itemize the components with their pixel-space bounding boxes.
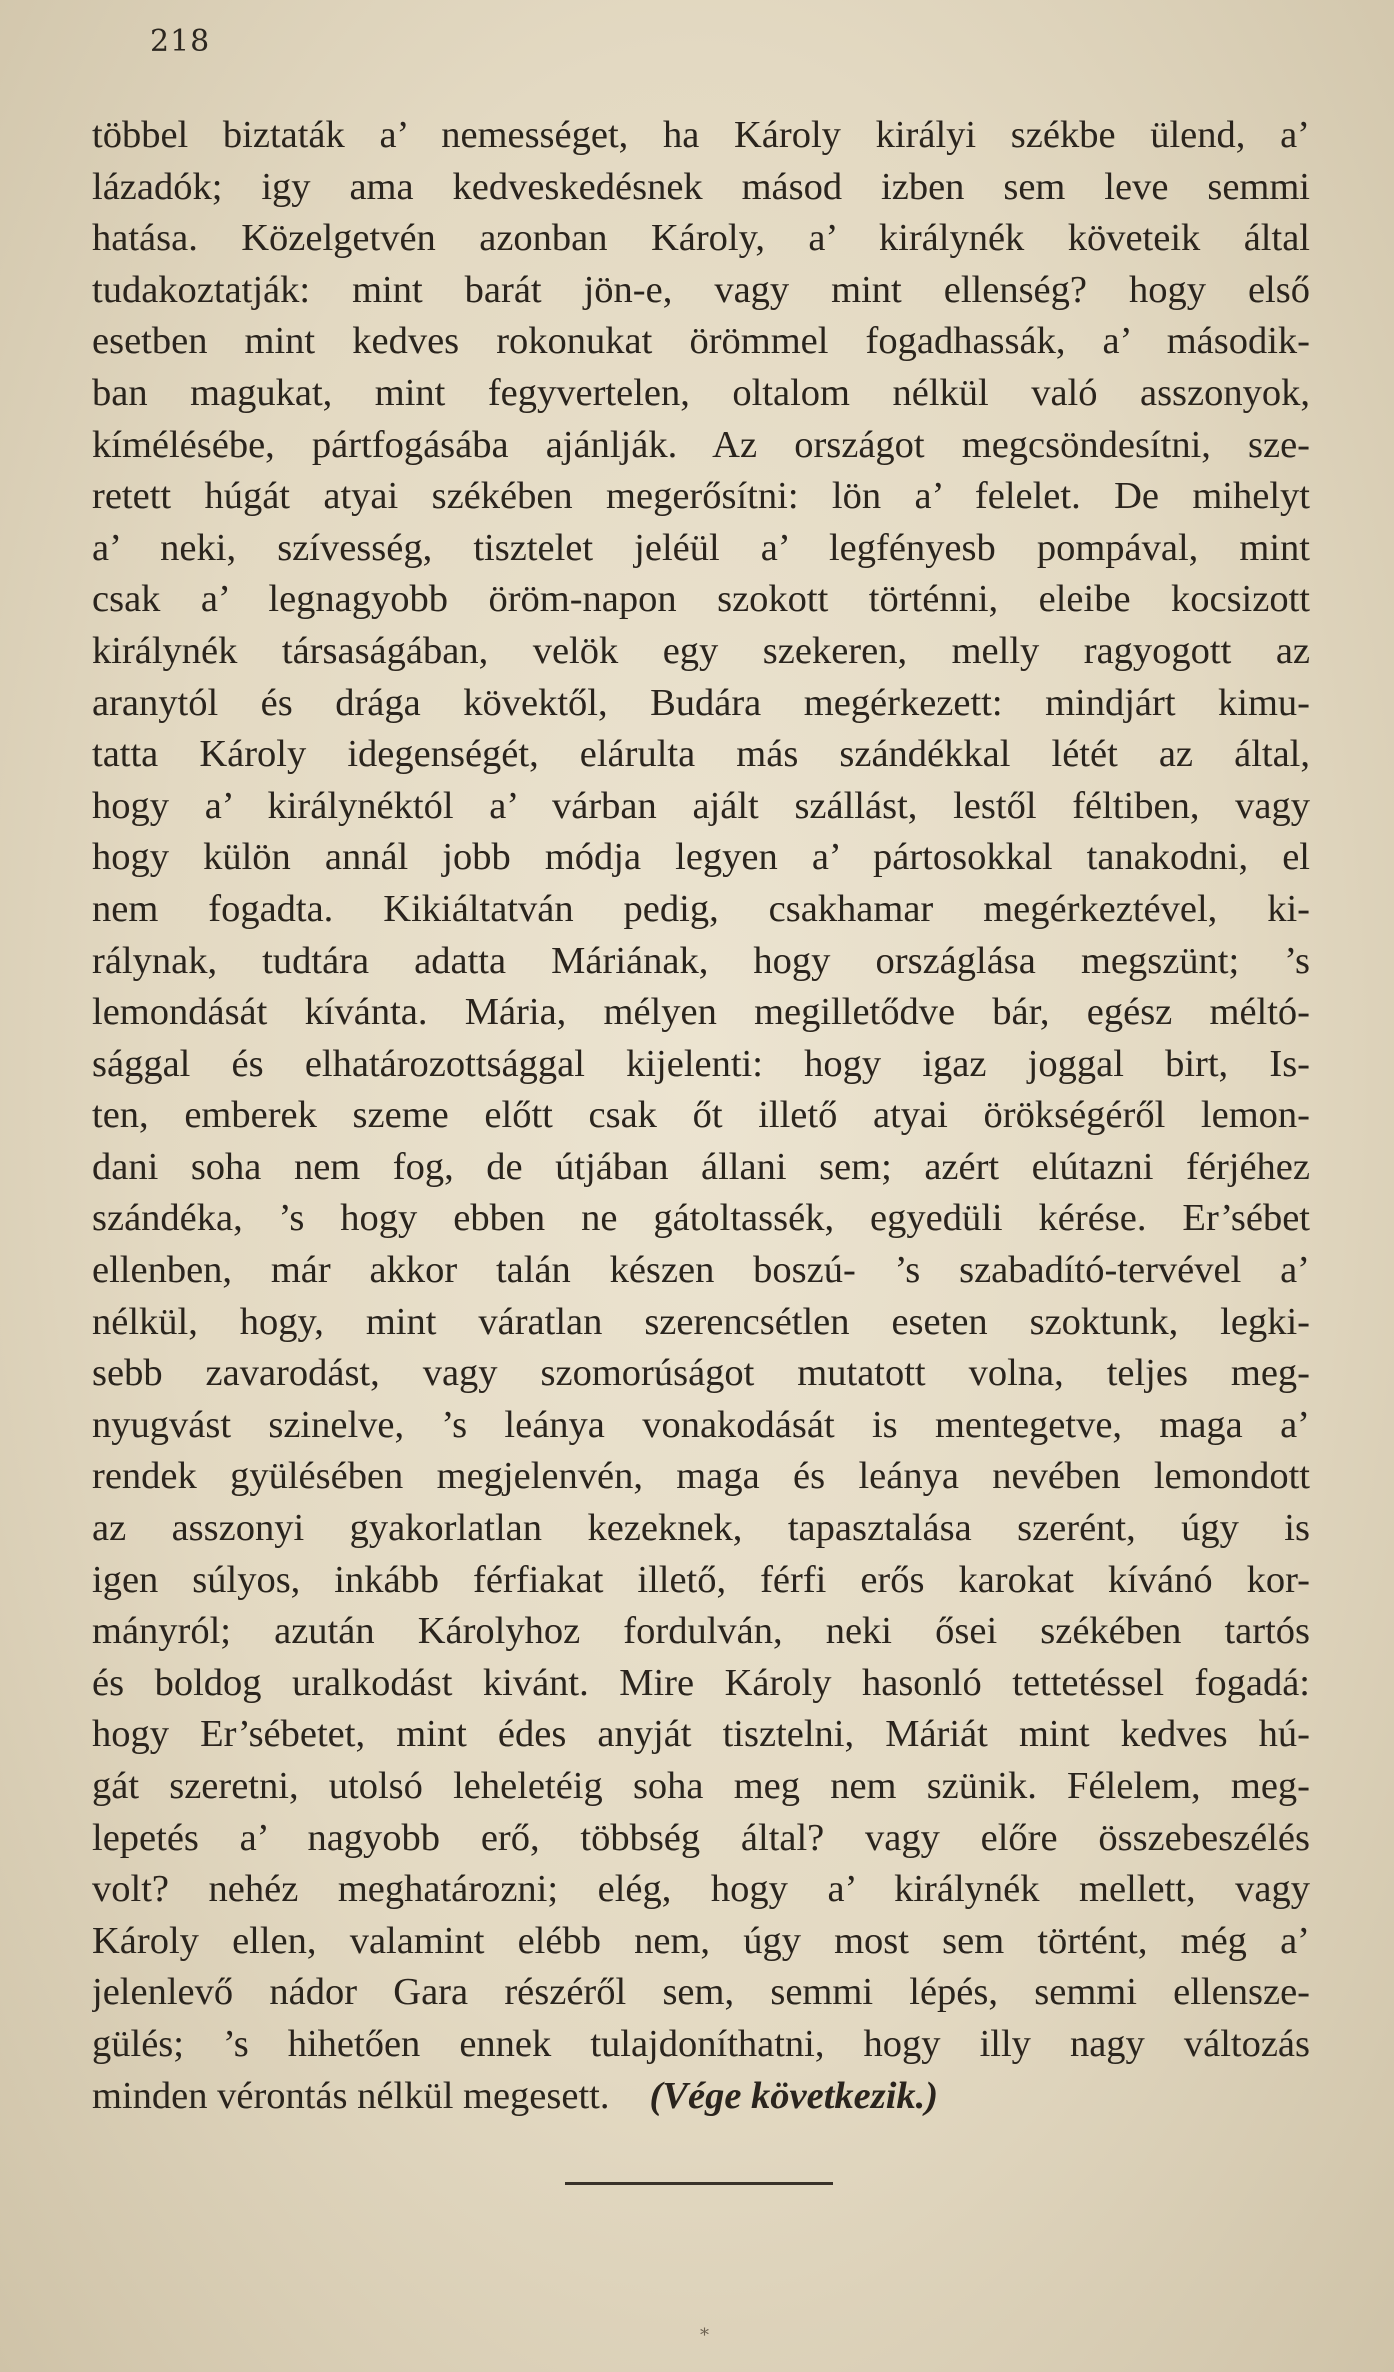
body-text (92, 110, 1310, 2117)
text-line: ellenben, már akkor talán készen boszú- ’s szabadító-tervével a’ (92, 1249, 1310, 1292)
text-line: lemondását kívánta. Mária, mélyen megilletődve bár, egész méltó- (92, 991, 1310, 1034)
final-line-text: minden vérontás nélkül megesett. (92, 2074, 610, 2117)
text-line: sebb zavarodást, vagy szomorúságot mutatott volna, teljes meg- (92, 1352, 1310, 1395)
text-line: tatta Károly idegenségét, elárulta más szándékkal létét az által, (92, 733, 1310, 776)
text-line: gülés; ’s hihetően ennek tulajdoníthatni, hogy illy nagy változás (92, 2022, 1310, 2065)
text-line: lepetés a’ nagyobb erő, többség által? vagy előre összebeszélés (92, 1816, 1310, 1859)
text-line: nem fogadta. Kikiáltatván pedig, csakhamar megérkeztével, ki- (92, 887, 1310, 930)
text-line: királynék társaságában, velök egy szekeren, melly ragyogott az (92, 629, 1310, 672)
text-line: nélkül, hogy, mint váratlan szerencsétlen eseten szoktunk, legki- (92, 1300, 1310, 1343)
text-line: rálynak, tudtára adatta Máriának, hogy országlása megszünt; ’s (92, 939, 1310, 982)
text-line: hogy külön annál jobb módja legyen a’ pártosokkal tanakodni, el (92, 836, 1310, 879)
text-line: gát szeretni, utolsó leheletéig soha meg nem szünik. Félelem, meg- (92, 1765, 1310, 1807)
text-line: kímélésébe, pártfogásába ajánlják. Az országot megcsöndesítni, sze- (92, 423, 1310, 466)
text-line: hogy Er’sébetet, mint édes anyját tisztelni, Máriát mint kedves hú- (92, 1713, 1310, 1756)
text-line: aranytól és drága kövektől, Budára megérkezett: mindjárt kimu- (92, 681, 1310, 724)
text-line: a’ neki, szívesség, tisztelet jeléül a’ legfényesb pompával, mint (92, 526, 1310, 569)
text-line: többel biztaták a’ nemességet, ha Károly királyi székbe ülend, a’ (92, 114, 1310, 156)
text-line: hatása. Közelgetvén azonban Károly, a’ királynék követeik által (92, 217, 1310, 260)
text-line: lázadók; igy ama kedveskedésnek másod izben sem leve semmi (92, 165, 1310, 208)
text-line: esetben mint kedves rokonukat örömmel fogadhassák, a’ második- (92, 320, 1310, 363)
bleed-mark: * (700, 2325, 709, 2346)
text-line: csak a’ legnagyobb öröm-napon szokott történni, eleibe kocsizott (92, 578, 1310, 621)
text-line: sággal és elhatározottsággal kijelenti: hogy igaz joggal birt, Is- (92, 1042, 1310, 1085)
text-line: mányról; azután Károlyhoz fordulván, neki ősei székében tartós (92, 1610, 1310, 1653)
text-line: volt? nehéz meghatározni; elég, hogy a’ királynék mellett, vagy (92, 1868, 1310, 1911)
text-line: és boldog uralkodást kivánt. Mire Károly hasonló tettetéssel fogadá: (92, 1661, 1310, 1704)
page-number: 218 (150, 24, 211, 59)
text-line: rendek gyülésében megjelenvén, maga és leánya nevében lemondott (92, 1455, 1310, 1498)
text-line: tudakoztatják: mint barát jön-e, vagy mint ellenség? hogy első (92, 268, 1310, 311)
text-line: ten, emberek szeme előtt csak őt illető atyai örökségéről lemon- (92, 1094, 1310, 1137)
final-line (92, 2071, 1310, 2123)
text-line: nyugvást szinelve, ’s leánya vonakodását is mentegetve, maga a’ (92, 1403, 1310, 1446)
section-divider (565, 2182, 833, 2185)
text-line: igen súlyos, inkább férfiakat illető, férfi erős karokat kívánó kor- (92, 1558, 1310, 1601)
text-line: dani soha nem fog, de útjában állani sem; azért elútazni férjéhez (92, 1145, 1310, 1188)
text-line: ban magukat, mint fegyvertelen, oltalom nélkül való asszonyok, (92, 371, 1310, 414)
text-line: az asszonyi gyakorlatlan kezeknek, tapasztalása szerént, úgy is (92, 1507, 1310, 1550)
text-line: retett húgát atyai székében megerősítni: lön a’ felelet. De mihelyt (92, 475, 1310, 518)
continued-note: (Vége következik.) (649, 2074, 939, 2117)
text-line: szándéka, ’s hogy ebben ne gátoltassék, egyedüli kérése. Er’sébet (92, 1197, 1310, 1240)
text-line: jelenlevő nádor Gara részéről sem, semmi lépés, semmi ellensze- (92, 1971, 1310, 2014)
text-line: hogy a’ királynéktól a’ várban ajált szállást, lestől féltiben, vagy (92, 784, 1310, 827)
text-line: Károly ellen, valamint elébb nem, úgy most sem történt, még a’ (92, 1919, 1310, 1962)
